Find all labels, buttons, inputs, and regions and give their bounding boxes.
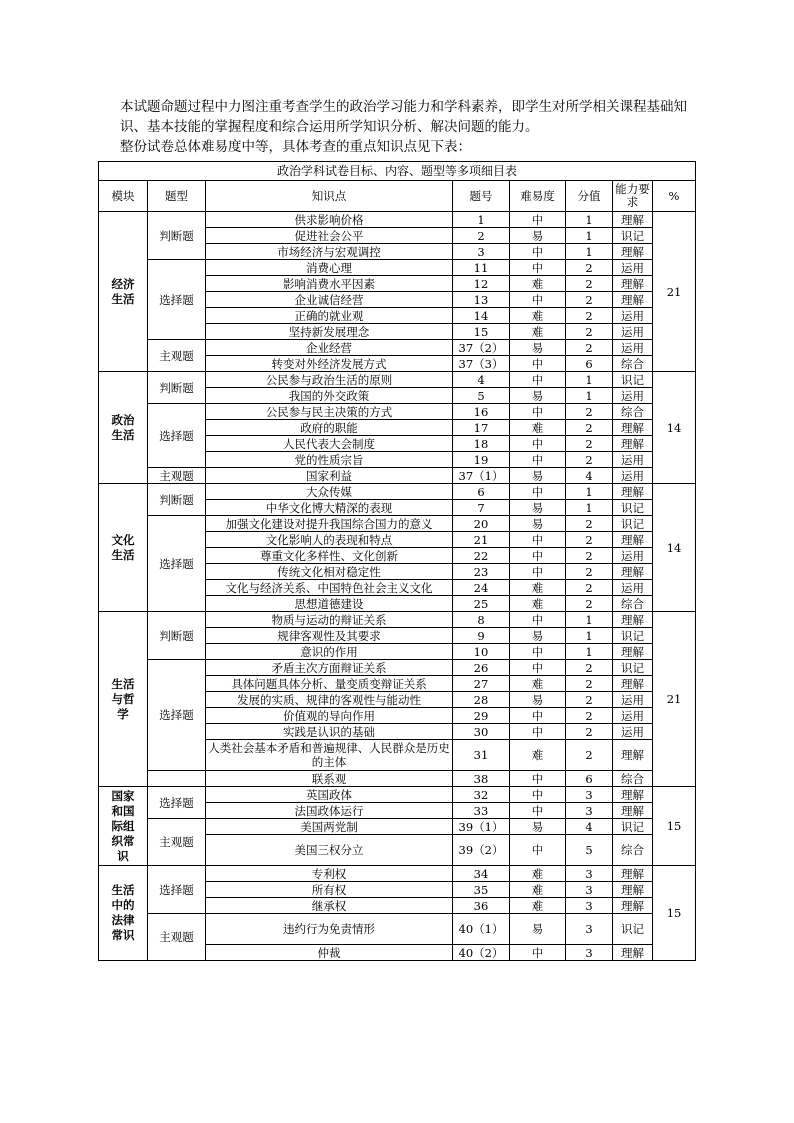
knowledge-point: 消费心理 [206, 260, 453, 276]
ability-requirement: 理解 [613, 212, 653, 228]
ability-requirement: 理解 [613, 420, 653, 436]
table-row [99, 212, 696, 228]
difficulty: 中 [510, 436, 566, 452]
ability-requirement: 识记 [613, 516, 653, 532]
question-number: 20 [453, 516, 510, 532]
ability-requirement: 识记 [613, 500, 653, 516]
difficulty: 难 [510, 740, 566, 771]
ability-requirement: 识记 [613, 819, 653, 835]
score: 3 [566, 866, 613, 882]
question-number: 8 [453, 612, 510, 628]
ability-requirement: 识记 [613, 660, 653, 676]
module-percent: 14 [653, 372, 696, 484]
knowledge-point: 转变对外经济发展方式 [206, 356, 453, 372]
ability-requirement: 运用 [613, 324, 653, 340]
score: 2 [566, 420, 613, 436]
ability-requirement: 理解 [613, 564, 653, 580]
module-name: 经济生活 [99, 212, 148, 372]
knowledge-point: 联系观 [206, 771, 453, 787]
score: 1 [566, 500, 613, 516]
ability-requirement: 理解 [613, 532, 653, 548]
ability-requirement: 理解 [613, 436, 653, 452]
question-number: 21 [453, 532, 510, 548]
ability-requirement: 识记 [613, 914, 653, 945]
difficulty: 难 [510, 882, 566, 898]
table-row [99, 660, 696, 676]
difficulty: 中 [510, 803, 566, 819]
question-number: 11 [453, 260, 510, 276]
table-row [99, 468, 696, 484]
header-module: 模块 [99, 181, 148, 212]
question-number: 26 [453, 660, 510, 676]
difficulty: 中 [510, 945, 566, 961]
ability-requirement: 综合 [613, 771, 653, 787]
question-number: 29 [453, 708, 510, 724]
question-number: 39（2） [453, 835, 510, 866]
ability-requirement: 运用 [613, 452, 653, 468]
table-row [99, 516, 696, 532]
knowledge-point: 中华文化博大精深的表现 [206, 500, 453, 516]
score: 3 [566, 803, 613, 819]
difficulty: 中 [510, 260, 566, 276]
score: 2 [566, 532, 613, 548]
ability-requirement: 识记 [613, 372, 653, 388]
difficulty: 中 [510, 244, 566, 260]
ability-requirement: 运用 [613, 308, 653, 324]
ability-requirement: 理解 [613, 276, 653, 292]
difficulty: 中 [510, 548, 566, 564]
knowledge-point: 矛盾主次方面辩证关系 [206, 660, 453, 676]
question-number: 40（1） [453, 914, 510, 945]
ability-requirement: 运用 [613, 708, 653, 724]
question-number: 19 [453, 452, 510, 468]
score: 6 [566, 356, 613, 372]
knowledge-point: 发展的实质、规律的客观性与能动性 [206, 692, 453, 708]
module-name: 生活中的法律常识 [99, 866, 148, 961]
knowledge-point: 影响消费水平因素 [206, 276, 453, 292]
score: 6 [566, 771, 613, 787]
module-percent: 15 [653, 787, 696, 866]
difficulty: 易 [510, 500, 566, 516]
score: 1 [566, 388, 613, 404]
question-number: 12 [453, 276, 510, 292]
knowledge-point: 企业经营 [206, 340, 453, 356]
score: 2 [566, 596, 613, 612]
question-number: 27 [453, 676, 510, 692]
knowledge-point: 规律客观性及其要求 [206, 628, 453, 644]
question-type: 主观题 [148, 468, 206, 484]
score: 3 [566, 914, 613, 945]
module-percent: 21 [653, 612, 696, 787]
question-type: 选择题 [148, 404, 206, 468]
score: 1 [566, 212, 613, 228]
ability-requirement: 运用 [613, 724, 653, 740]
question-type: 判断题 [148, 612, 206, 660]
question-number: 1 [453, 212, 510, 228]
question-type: 选择题 [148, 660, 206, 771]
knowledge-point: 所有权 [206, 882, 453, 898]
score: 2 [566, 324, 613, 340]
module-percent: 21 [653, 212, 696, 372]
score: 3 [566, 898, 613, 914]
table-caption-row [99, 162, 696, 181]
question-number: 37（3） [453, 356, 510, 372]
detail-table [98, 161, 696, 961]
question-number: 34 [453, 866, 510, 882]
question-number: 15 [453, 324, 510, 340]
question-type: 主观题 [148, 819, 206, 866]
ability-requirement: 运用 [613, 340, 653, 356]
difficulty: 中 [510, 292, 566, 308]
knowledge-point: 政府的职能 [206, 420, 453, 436]
ability-requirement: 运用 [613, 692, 653, 708]
ability-requirement: 综合 [613, 356, 653, 372]
knowledge-point: 大众传媒 [206, 484, 453, 500]
question-type [148, 771, 206, 787]
intro-text [120, 97, 690, 157]
difficulty: 中 [510, 532, 566, 548]
score: 2 [566, 676, 613, 692]
intro-paragraph-1: 本试题命题过程中力图注重考查学生的政治学习能力和学科素养，即学生对所学相关课程基础知识、基本技能的掌握程度和综合运用所学知识分析、解决问题的能力。 [120, 99, 687, 135]
module-percent: 15 [653, 866, 696, 961]
score: 4 [566, 819, 613, 835]
knowledge-point: 加强文化建设对提升我国综合国力的意义 [206, 516, 453, 532]
score: 2 [566, 580, 613, 596]
score: 2 [566, 724, 613, 740]
ability-requirement: 理解 [613, 292, 653, 308]
score: 3 [566, 787, 613, 803]
ability-requirement: 运用 [613, 580, 653, 596]
difficulty: 中 [510, 771, 566, 787]
score: 2 [566, 276, 613, 292]
knowledge-point: 人民代表大会制度 [206, 436, 453, 452]
score: 2 [566, 436, 613, 452]
ability-requirement: 综合 [613, 596, 653, 612]
knowledge-point: 物质与运动的辩证关系 [206, 612, 453, 628]
difficulty: 中 [510, 404, 566, 420]
score: 2 [566, 292, 613, 308]
knowledge-point: 人类社会基本矛盾和普遍规律、人民群众是历史的主体 [206, 740, 453, 771]
score: 2 [566, 404, 613, 420]
question-type: 判断题 [148, 372, 206, 404]
ability-requirement: 理解 [613, 612, 653, 628]
module-name: 文化生活 [99, 484, 148, 612]
knowledge-point: 尊重文化多样性、文化创新 [206, 548, 453, 564]
ability-requirement: 运用 [613, 260, 653, 276]
question-number: 4 [453, 372, 510, 388]
score: 1 [566, 244, 613, 260]
knowledge-point: 专利权 [206, 866, 453, 882]
question-number: 39（1） [453, 819, 510, 835]
difficulty: 中 [510, 372, 566, 388]
question-number: 17 [453, 420, 510, 436]
knowledge-point: 我国的外交政策 [206, 388, 453, 404]
difficulty: 中 [510, 787, 566, 803]
knowledge-point: 坚持新发展理念 [206, 324, 453, 340]
difficulty: 中 [510, 644, 566, 660]
difficulty: 中 [510, 484, 566, 500]
knowledge-point: 美国两党制 [206, 819, 453, 835]
difficulty: 易 [510, 914, 566, 945]
ability-requirement: 理解 [613, 898, 653, 914]
knowledge-point: 意识的作用 [206, 644, 453, 660]
difficulty: 难 [510, 324, 566, 340]
difficulty: 难 [510, 866, 566, 882]
knowledge-point: 公民参与政治生活的原则 [206, 372, 453, 388]
ability-requirement: 理解 [613, 945, 653, 961]
question-type: 判断题 [148, 484, 206, 516]
question-number: 38 [453, 771, 510, 787]
difficulty: 中 [510, 452, 566, 468]
difficulty: 易 [510, 819, 566, 835]
question-number: 14 [453, 308, 510, 324]
knowledge-point: 美国三权分立 [206, 835, 453, 866]
table-row [99, 787, 696, 803]
score: 2 [566, 548, 613, 564]
score: 2 [566, 708, 613, 724]
knowledge-point: 思想道德建设 [206, 596, 453, 612]
question-number: 13 [453, 292, 510, 308]
header-point: 知识点 [206, 181, 453, 212]
table-row [99, 819, 696, 835]
score: 2 [566, 452, 613, 468]
ability-requirement: 运用 [613, 468, 653, 484]
knowledge-point: 法国政体运行 [206, 803, 453, 819]
question-number: 25 [453, 596, 510, 612]
ability-requirement: 理解 [613, 740, 653, 771]
table-row [99, 866, 696, 882]
question-number: 28 [453, 692, 510, 708]
question-number: 37（2） [453, 340, 510, 356]
question-type: 选择题 [148, 260, 206, 340]
score: 2 [566, 260, 613, 276]
ability-requirement: 运用 [613, 388, 653, 404]
header-percent: % [653, 181, 696, 212]
difficulty: 中 [510, 356, 566, 372]
difficulty: 易 [510, 340, 566, 356]
ability-requirement: 理解 [613, 787, 653, 803]
table-row [99, 612, 696, 628]
difficulty: 中 [510, 212, 566, 228]
score: 5 [566, 835, 613, 866]
question-number: 3 [453, 244, 510, 260]
question-number: 16 [453, 404, 510, 420]
difficulty: 中 [510, 835, 566, 866]
difficulty: 中 [510, 612, 566, 628]
score: 2 [566, 740, 613, 771]
table-row [99, 372, 696, 388]
difficulty: 中 [510, 660, 566, 676]
score: 1 [566, 228, 613, 244]
table-row [99, 260, 696, 276]
knowledge-point: 供求影响价格 [206, 212, 453, 228]
header-difficulty: 难易度 [510, 181, 566, 212]
knowledge-point: 实践是认识的基础 [206, 724, 453, 740]
difficulty: 中 [510, 708, 566, 724]
difficulty: 难 [510, 676, 566, 692]
ability-requirement: 理解 [613, 803, 653, 819]
ability-requirement: 理解 [613, 866, 653, 882]
question-type: 主观题 [148, 340, 206, 372]
difficulty: 易 [510, 628, 566, 644]
score: 2 [566, 660, 613, 676]
difficulty: 难 [510, 308, 566, 324]
knowledge-point: 市场经济与宏观调控 [206, 244, 453, 260]
difficulty: 易 [510, 468, 566, 484]
knowledge-point: 继承权 [206, 898, 453, 914]
module-name: 国家和国际组织常识 [99, 787, 148, 866]
question-number: 22 [453, 548, 510, 564]
score: 2 [566, 516, 613, 532]
difficulty: 易 [510, 388, 566, 404]
knowledge-point: 促进社会公平 [206, 228, 453, 244]
table-row [99, 404, 696, 420]
knowledge-point: 文化与经济关系、中国特色社会主义文化 [206, 580, 453, 596]
question-number: 23 [453, 564, 510, 580]
question-number: 32 [453, 787, 510, 803]
ability-requirement: 理解 [613, 676, 653, 692]
score: 2 [566, 692, 613, 708]
difficulty: 易 [510, 228, 566, 244]
question-type: 选择题 [148, 866, 206, 914]
question-number: 10 [453, 644, 510, 660]
question-type: 判断题 [148, 212, 206, 260]
question-number: 35 [453, 882, 510, 898]
score: 3 [566, 945, 613, 961]
question-type: 选择题 [148, 787, 206, 819]
question-type: 选择题 [148, 516, 206, 612]
question-number: 33 [453, 803, 510, 819]
question-number: 2 [453, 228, 510, 244]
question-number: 24 [453, 580, 510, 596]
ability-requirement: 综合 [613, 404, 653, 420]
difficulty: 难 [510, 596, 566, 612]
ability-requirement: 识记 [613, 228, 653, 244]
knowledge-point: 文化影响人的表现和特点 [206, 532, 453, 548]
module-name: 政治生活 [99, 372, 148, 484]
header-type: 题型 [148, 181, 206, 212]
question-number: 7 [453, 500, 510, 516]
difficulty: 中 [510, 564, 566, 580]
score: 2 [566, 340, 613, 356]
intro-paragraph-2: 整份试卷总体难易度中等，具体考查的重点知识点见下表： [120, 139, 471, 155]
knowledge-point: 具体问题具体分析、量变质变辩证关系 [206, 676, 453, 692]
ability-requirement: 运用 [613, 548, 653, 564]
difficulty: 难 [510, 580, 566, 596]
difficulty: 易 [510, 692, 566, 708]
knowledge-point: 英国政体 [206, 787, 453, 803]
ability-requirement: 理解 [613, 484, 653, 500]
knowledge-point: 价值观的导向作用 [206, 708, 453, 724]
ability-requirement: 理解 [613, 882, 653, 898]
difficulty: 难 [510, 420, 566, 436]
question-type: 主观题 [148, 914, 206, 961]
module-name: 生活与哲学 [99, 612, 148, 787]
score: 1 [566, 612, 613, 628]
knowledge-point: 国家利益 [206, 468, 453, 484]
score: 3 [566, 882, 613, 898]
difficulty: 中 [510, 724, 566, 740]
table-row [99, 340, 696, 356]
table-row [99, 484, 696, 500]
header-score: 分值 [566, 181, 613, 212]
score: 1 [566, 484, 613, 500]
knowledge-point: 传统文化相对稳定性 [206, 564, 453, 580]
table-caption: 政治学科试卷目标、内容、题型等多项细目表 [99, 162, 696, 181]
question-number: 18 [453, 436, 510, 452]
question-number: 9 [453, 628, 510, 644]
knowledge-point: 公民参与民主决策的方式 [206, 404, 453, 420]
score: 4 [566, 468, 613, 484]
difficulty: 难 [510, 276, 566, 292]
knowledge-point: 企业诚信经营 [206, 292, 453, 308]
ability-requirement: 理解 [613, 644, 653, 660]
score: 2 [566, 564, 613, 580]
question-number: 30 [453, 724, 510, 740]
question-number: 5 [453, 388, 510, 404]
question-number: 31 [453, 740, 510, 771]
ability-requirement: 理解 [613, 244, 653, 260]
difficulty: 难 [510, 898, 566, 914]
score: 2 [566, 308, 613, 324]
score: 1 [566, 372, 613, 388]
knowledge-point: 违约行为免责情形 [206, 914, 453, 945]
table-row [99, 914, 696, 945]
module-percent: 14 [653, 484, 696, 612]
header-ability: 能力要求 [613, 181, 653, 212]
difficulty: 易 [510, 516, 566, 532]
question-number: 37（1） [453, 468, 510, 484]
ability-requirement: 综合 [613, 835, 653, 866]
table-header-row [99, 181, 696, 212]
question-number: 36 [453, 898, 510, 914]
knowledge-point: 仲裁 [206, 945, 453, 961]
score: 1 [566, 628, 613, 644]
question-number: 40（2） [453, 945, 510, 961]
score: 1 [566, 644, 613, 660]
question-number: 6 [453, 484, 510, 500]
header-num: 题号 [453, 181, 510, 212]
ability-requirement: 识记 [613, 628, 653, 644]
knowledge-point: 正确的就业观 [206, 308, 453, 324]
table-row [99, 771, 696, 787]
knowledge-point: 党的性质宗旨 [206, 452, 453, 468]
